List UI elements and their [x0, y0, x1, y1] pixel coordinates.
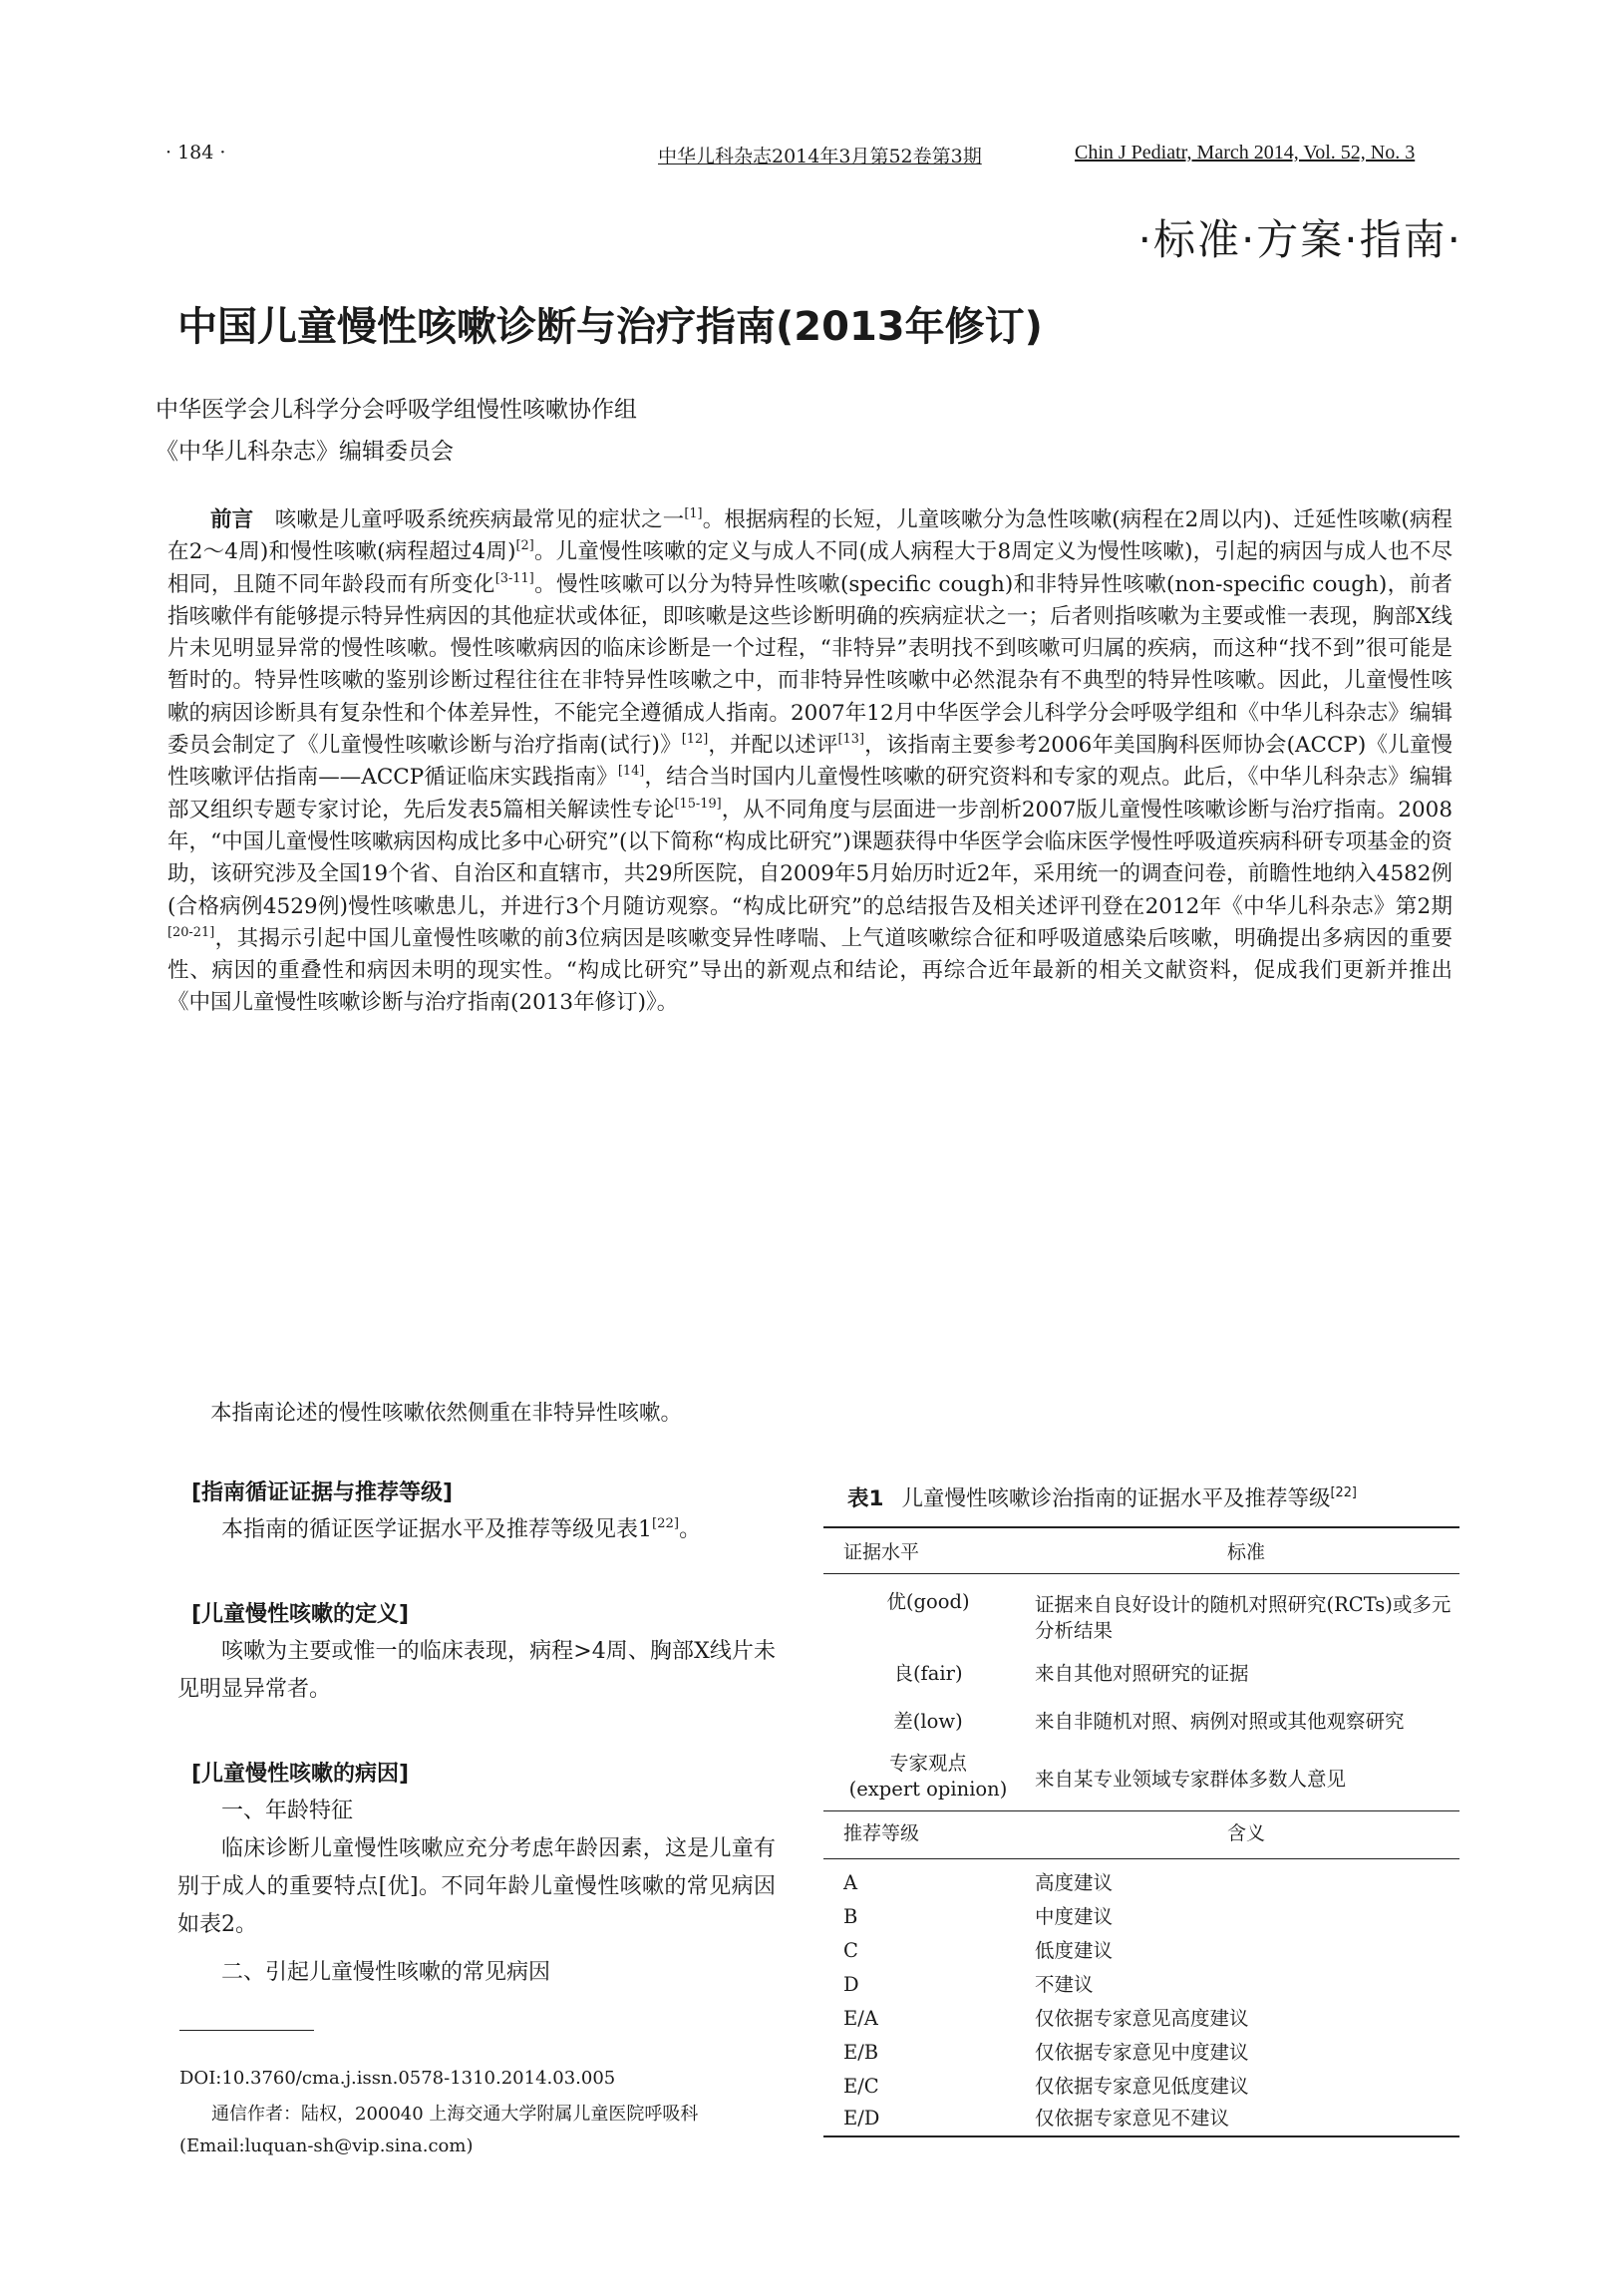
introduction-paragraph — [167, 504, 1453, 1020]
citation-ref: [14] — [617, 764, 645, 780]
journal-citation-en: Chin J Pediatr, March 2014, Vol. 52, No. 3 — [1075, 142, 1416, 164]
definition-paragraph: 咳嗽为主要或惟一的临床表现，病程>4周、胸部X线片未见明显异常者。 — [177, 1639, 776, 1702]
table-mid-rule — [823, 1810, 1459, 1811]
intro-text: 。儿童慢性咳嗽的定义与成人不同(成人病程大于8周定义为慢性咳嗽)，引起的病因与成人也不尽相同，且随不同年龄段而有所变化 — [167, 539, 1453, 597]
level-line: (expert opinion) — [848, 1778, 1008, 1801]
table-header-standard: 标准 — [1226, 1541, 1265, 1563]
citation-ref: [13] — [837, 732, 864, 748]
intro-text: ，从不同角度与层面进一步剖析2007版儿童慢性咳嗽诊断与治疗指南。2008年，“中国儿童慢性咳嗽病因构成比多中心研究”(以下简称“构成比研究”)课题获得中华医学会临床医学慢性呼吸道疾病科研专项基金的资助，该研究涉及全国19个省、自治区和直辖市，共29所医院，自2009年5月始历时近2年，采用统一的调查问卷，前瞻性地纳入4582例(合格病例4529例)慢性咳嗽患儿，并进行3个月随访观察。“构成比研究”的总结报告及相关述评刊登在2012年《中华儿科杂志》第2期 — [167, 797, 1453, 919]
doi-footnote: DOI:10.3760/cma.j.issn.0578-1310.2014.03.005 — [179, 2068, 616, 2089]
author-committee: 《中华儿科杂志》编辑委员会 — [156, 439, 454, 465]
citation-ref: [22] — [1330, 1484, 1357, 1500]
running-header — [140, 138, 1475, 169]
table-cell-meaning: 高度建议 — [1035, 1871, 1114, 1894]
table-cell-grade: A — [843, 1871, 858, 1894]
subheading-common-causes: 二、引起儿童慢性咳嗽的常见病因 — [221, 1960, 551, 1985]
table-cell-grade: E/B — [843, 2041, 879, 2064]
table-cell-standard: 来自其他对照研究的证据 — [1035, 1662, 1249, 1685]
left-column — [177, 1476, 776, 1992]
table-cell-meaning: 仅依据专家意见低度建议 — [1035, 2075, 1249, 2098]
table-cell-grade: E/C — [843, 2075, 879, 2098]
table-header-grade: 推荐等级 — [843, 1822, 920, 1844]
table-cell-meaning: 仅依据专家意见高度建议 — [1035, 2007, 1249, 2030]
table-cell-level: 良(fair) — [893, 1662, 963, 1685]
page-number: · 184 · — [165, 142, 226, 164]
table-cell-meaning: 低度建议 — [1035, 1939, 1114, 1962]
section-heading-definition: [儿童慢性咳嗽的定义] — [191, 1602, 410, 1627]
table-cell-grade: B — [843, 1905, 858, 1928]
table-header-rule — [823, 1573, 1459, 1574]
table-cell-grade: C — [843, 1939, 858, 1962]
table-top-rule — [823, 1526, 1459, 1528]
email-footnote: (Email:luquan-sh@vip.sina.com) — [179, 2135, 474, 2156]
intro-text: 。慢性咳嗽可以分为特异性咳嗽(specific cough)和非特异性咳嗽(non-specific cough)，前者指咳嗽伴有能够提示特异性病因的其他症状或体征，即咳嗽是这些诊断明确的疾病症状之一；后者则指咳嗽为主要或惟一表现，胸部X线片未见明显异常的慢性咳嗽。慢性咳嗽病因的临床诊断是一个过程，“非特异”表明找不到咳嗽可归属的疾病，而这种“找不到”很可能是暂时的。特异性咳嗽的鉴别诊断过程往往在非特异性咳嗽之中，而非特异性咳嗽中必然混杂有不典型的特异性咳嗽。因此，儿童慢性咳嗽的病因诊断具有复杂性和个体差异性，不能完全遵循成人指南。2007年12月中华医学会儿科学分会呼吸学组和《中华儿科杂志》编辑委员会制定了《儿童慢性咳嗽诊断与治疗指南(试行)》 — [167, 571, 1453, 759]
table-cell-level: 差(low) — [893, 1710, 963, 1733]
citation-ref: [2] — [515, 538, 534, 554]
table-cell-meaning: 仅依据专家意见不建议 — [1035, 2107, 1230, 2130]
table-cell-grade: D — [843, 1973, 859, 1996]
evidence-text-end: 。 — [679, 1517, 702, 1542]
table-header-meaning: 含义 — [1226, 1822, 1265, 1844]
citation-ref: [22] — [652, 1515, 680, 1531]
table-title: 儿童慢性咳嗽诊治指南的证据水平及推荐等级 — [901, 1486, 1331, 1511]
table-grade-header-rule — [823, 1858, 1459, 1859]
correspondence-footnote: 通信作者：陆权，200040 上海交通大学附属儿童医院呼吸科 — [211, 2104, 699, 2125]
subheading-age: 一、年龄特征 — [221, 1799, 354, 1823]
age-paragraph: 临床诊断儿童慢性咳嗽应充分考虑年龄因素，这是儿童有别于成人的重要特点[优]。不同年龄儿童慢性咳嗽的常见病因如表2。 — [177, 1836, 776, 1937]
citation-ref: [20-21] — [167, 924, 215, 940]
table-caption — [847, 1481, 1465, 1512]
scope-note: 本指南论述的慢性咳嗽依然侧重在非特异性咳嗽。 — [210, 1401, 683, 1426]
article-title: 中国儿童慢性咳嗽诊断与治疗指南(2013年修订) — [177, 304, 1043, 350]
level-line: 专家观点 — [888, 1752, 967, 1775]
intro-lead: 前言 — [210, 507, 254, 532]
table-number: 表1 — [847, 1486, 884, 1511]
table-cell-level: 优(good) — [886, 1590, 970, 1613]
table-header-evidence-level: 证据水平 — [843, 1541, 920, 1563]
evidence-paragraph — [177, 1511, 776, 1549]
intro-text: ，并配以述评 — [708, 733, 838, 759]
author-group: 中华医学会儿科学分会呼吸学组慢性咳嗽协作组 — [156, 397, 637, 423]
section-heading-evidence: [指南循证证据与推荐等级] — [191, 1480, 454, 1505]
intro-text: ，该指南主要参考2006年美国胸科医师协会(ACCP)《儿童慢性咳嗽评估指南——ACCP循证临床实践指南》 — [167, 733, 1453, 791]
evidence-text: 本指南的循证医学证据水平及推荐等级见表1 — [221, 1517, 652, 1542]
table-cell-meaning: 仅依据专家意见中度建议 — [1035, 2041, 1249, 2064]
citation-ref: [15-19] — [674, 796, 722, 812]
citation-ref: [1] — [684, 505, 703, 521]
table-cell-grade: E/D — [843, 2107, 880, 2130]
table-cell-grade: E/A — [843, 2007, 878, 2030]
table-bottom-rule — [823, 2135, 1459, 2137]
journal-citation-cn: 中华儿科杂志2014年3月第52卷第3期 — [658, 146, 982, 167]
citation-ref: [3-11] — [494, 570, 534, 586]
table-cell-level — [833, 1751, 1023, 1803]
intro-text: 咳嗽是儿童呼吸系统疾病最常见的症状之一 — [274, 507, 685, 532]
footnote-divider — [179, 2030, 314, 2031]
citation-ref: [12] — [681, 732, 709, 748]
section-tag: ·标准·方案·指南· — [1137, 215, 1462, 264]
table-cell-standard: 来自非随机对照、病例对照或其他观察研究 — [1035, 1710, 1405, 1733]
table-cell-meaning: 中度建议 — [1035, 1905, 1114, 1928]
table-cell-meaning: 不建议 — [1035, 1973, 1094, 1996]
intro-text: ，结合当时国内儿童慢性咳嗽的研究资料和专家的观点。此后，《中华儿科杂志》编辑部又组织专题专家讨论，先后发表5篇相关解读性专论 — [167, 765, 1453, 822]
intro-text: 。根据病程的长短，儿童咳嗽分为急性咳嗽(病程在2周以内)、迁延性咳嗽(病程在2～4周)和慢性咳嗽(病程超过4周) — [167, 507, 1453, 565]
section-heading-etiology: [儿童慢性咳嗽的病因] — [191, 1762, 410, 1787]
intro-text: ，其揭示引起中国儿童慢性咳嗽的前3位病因是咳嗽变异性哮喘、上气道咳嗽综合征和呼吸道感染后咳嗽，明确提出多病因的重要性、病因的重叠性和病因未明的现实性。“构成比研究”导出的新观点和结论，再综合近年最新的相关文献资料，促成我们更新并推出《中国儿童慢性咳嗽诊断与治疗指南(2013年修订)》。 — [167, 925, 1453, 1016]
table-cell-standard: 证据来自良好设计的随机对照研究(RCTs)或多元分析结果 — [1035, 1593, 1452, 1642]
table-cell-standard: 来自某专业领域专家群体多数人意见 — [1035, 1768, 1347, 1791]
